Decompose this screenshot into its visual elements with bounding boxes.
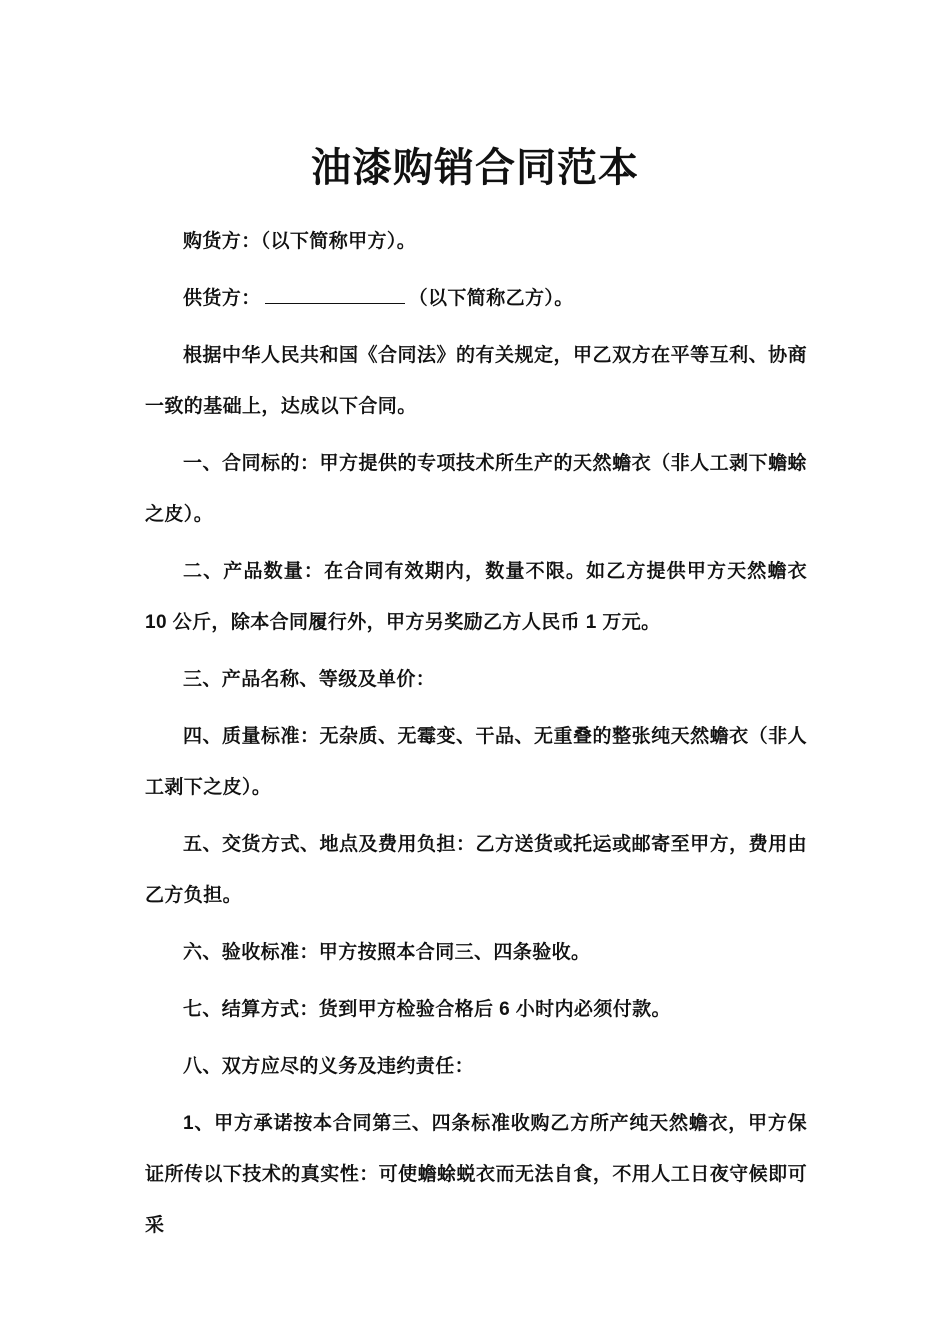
seller-note: （以下简称乙方）。 [408, 288, 574, 309]
paragraph-clause-1: 一、合同标的：甲方提供的专项技术所生产的天然蟾衣（非人工剥下蟾蜍之皮）。 [145, 453, 807, 525]
paragraph-preamble: 根据中华人民共和国《合同法》的有关规定，甲乙双方在平等互利、协商一致的基础上，达成以下合同。 [145, 345, 807, 417]
document-title: 油漆购销合同范本 [311, 146, 639, 190]
paragraph-clause-4: 四、质量标准：无杂质、无霉变、干品、无重叠的整张纯天然蟾衣（非人工剥下之皮）。 [145, 726, 807, 798]
buyer-label: 购货方： [183, 231, 261, 252]
paragraph-clause-7: 七、结算方式：货到甲方检验合格后 6 小时内必须付款。 [183, 999, 671, 1020]
paragraph-clause-3: 三、产品名称、等级及单价： [183, 669, 436, 690]
paragraph-clause-8-1: 1、甲方承诺按本合同第三、四条标准收购乙方所产纯天然蟾衣，甲方保证所传以下技术的真实性：可使蟾蜍蜕衣而无法自食，不用人工日夜守候即可采 [145, 1113, 807, 1236]
paragraph-clause-8: 八、双方应尽的义务及违约责任： [183, 1056, 475, 1077]
paragraph-clause-2: 二、产品数量：在合同有效期内，数量不限。如乙方提供甲方天然蟾衣 10 公斤，除本合同履行外，甲方另奖励乙方人民币 1 万元。 [145, 561, 807, 633]
paragraph-clause-6: 六、验收标准：甲方按照本合同三、四条验收。 [183, 942, 591, 963]
seller-blank [265, 285, 405, 304]
seller-line [145, 273, 807, 324]
seller-label: 供货方： [183, 288, 261, 309]
buyer-note: （以下简称甲方）。 [260, 231, 417, 252]
buyer-line [145, 216, 807, 267]
paragraph-clause-5: 五、交货方式、地点及费用负担：乙方送货或托运或邮寄至甲方，费用由乙方负担。 [145, 834, 807, 906]
document-body [145, 216, 807, 1257]
